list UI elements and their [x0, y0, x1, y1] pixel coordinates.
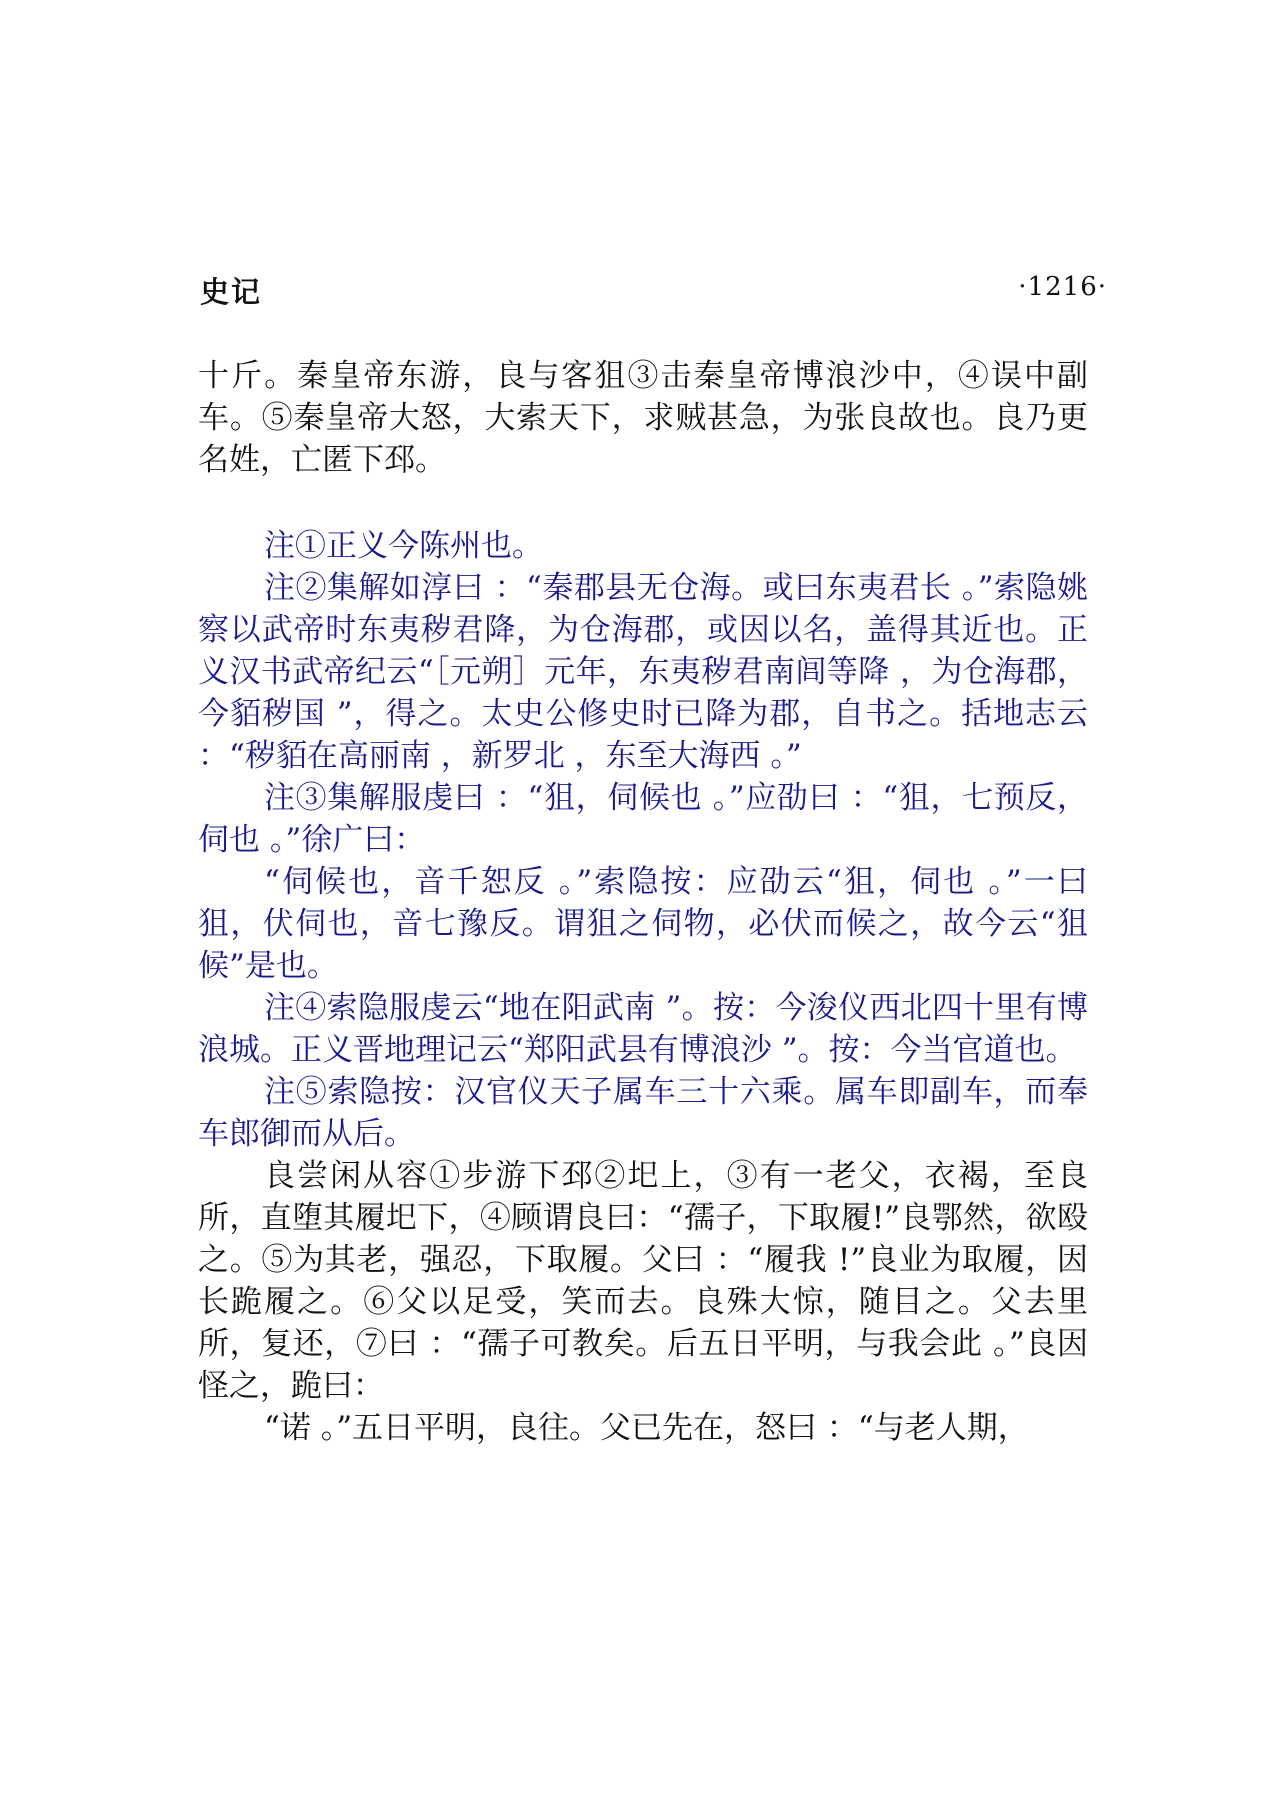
- annotation-note-1: 注①正义今陈州也。: [264, 528, 543, 564]
- annotation-note-4: 注④索隐服虔云“地在阳武南 ”。按：今浚仪西北四十里有博浪城。正义晋地理记云“郑阳武县有博浪沙 ”。按：今当官道也。: [198, 990, 1088, 1068]
- annotation-note-3: 注③集解服虔曰 ：“狙，伺候也 。”应劭曰 ：“狙，七预反，伺也 。”徐广曰：: [198, 780, 1088, 858]
- main-text-paragraph: 十斤。秦皇帝东游，良与客狙③击秦皇帝博浪沙中，④误中副车。⑤秦皇帝大怒，大索天下，求贼甚急，为张良故也。良乃更名姓，亡匿下邳。: [198, 358, 1088, 478]
- annotation-note-5: 注⑤索隐按：汉官仪天子属车三十六乘。属车即副车，而奉车郎御而从后。: [198, 1074, 1088, 1152]
- annotation-note-2: 注②集解如淳曰 ：“秦郡县无仓海。或曰东夷君长 。”索隐姚察以武帝时东夷秽君降，为仓海郡，或因以名，盖得其近也。正义汉书武帝纪云“［元朔］元年，东夷秽君南闾等降 ，为仓海郡，今貊秽国 ”，得之。太史公修史时已降为郡，自书之。括地志云 ：“秽貊在高丽南 ，新罗北 ，东至大海西 。”: [198, 570, 1088, 774]
- page-number: ·1216·: [1018, 272, 1107, 302]
- book-title: 史记: [200, 275, 263, 309]
- page-body: [198, 355, 1088, 1449]
- main-text-paragraph: “诺 。”五日平明，良往。父已先在，怒曰 ：“与老人期，: [264, 1410, 1029, 1446]
- main-text-paragraph: 良尝闲从容①步游下邳②圯上，③有一老父，衣褐，至良所，直堕其履圯下，④顾谓良曰：“孺子，下取履!”良鄂然，欲殴之。⑤为其老，强忍，下取履。父曰 ：“履我 !”良业为取履，因长跪履之。⑥父以足受，笑而去。良殊大惊，随目之。父去里所，复还，⑦曰 ：“孺子可教矣。后五日平明，与我会此 。”良因怪之，跪曰：: [198, 1158, 1088, 1404]
- annotation-note-3-continued: “伺候也，音千恕反 。”索隐按：应劭云“狙，伺也 。”一曰狙，伏伺也，音七豫反。谓狙之伺物，必伏而候之，故今云“狙候”是也。: [198, 864, 1088, 984]
